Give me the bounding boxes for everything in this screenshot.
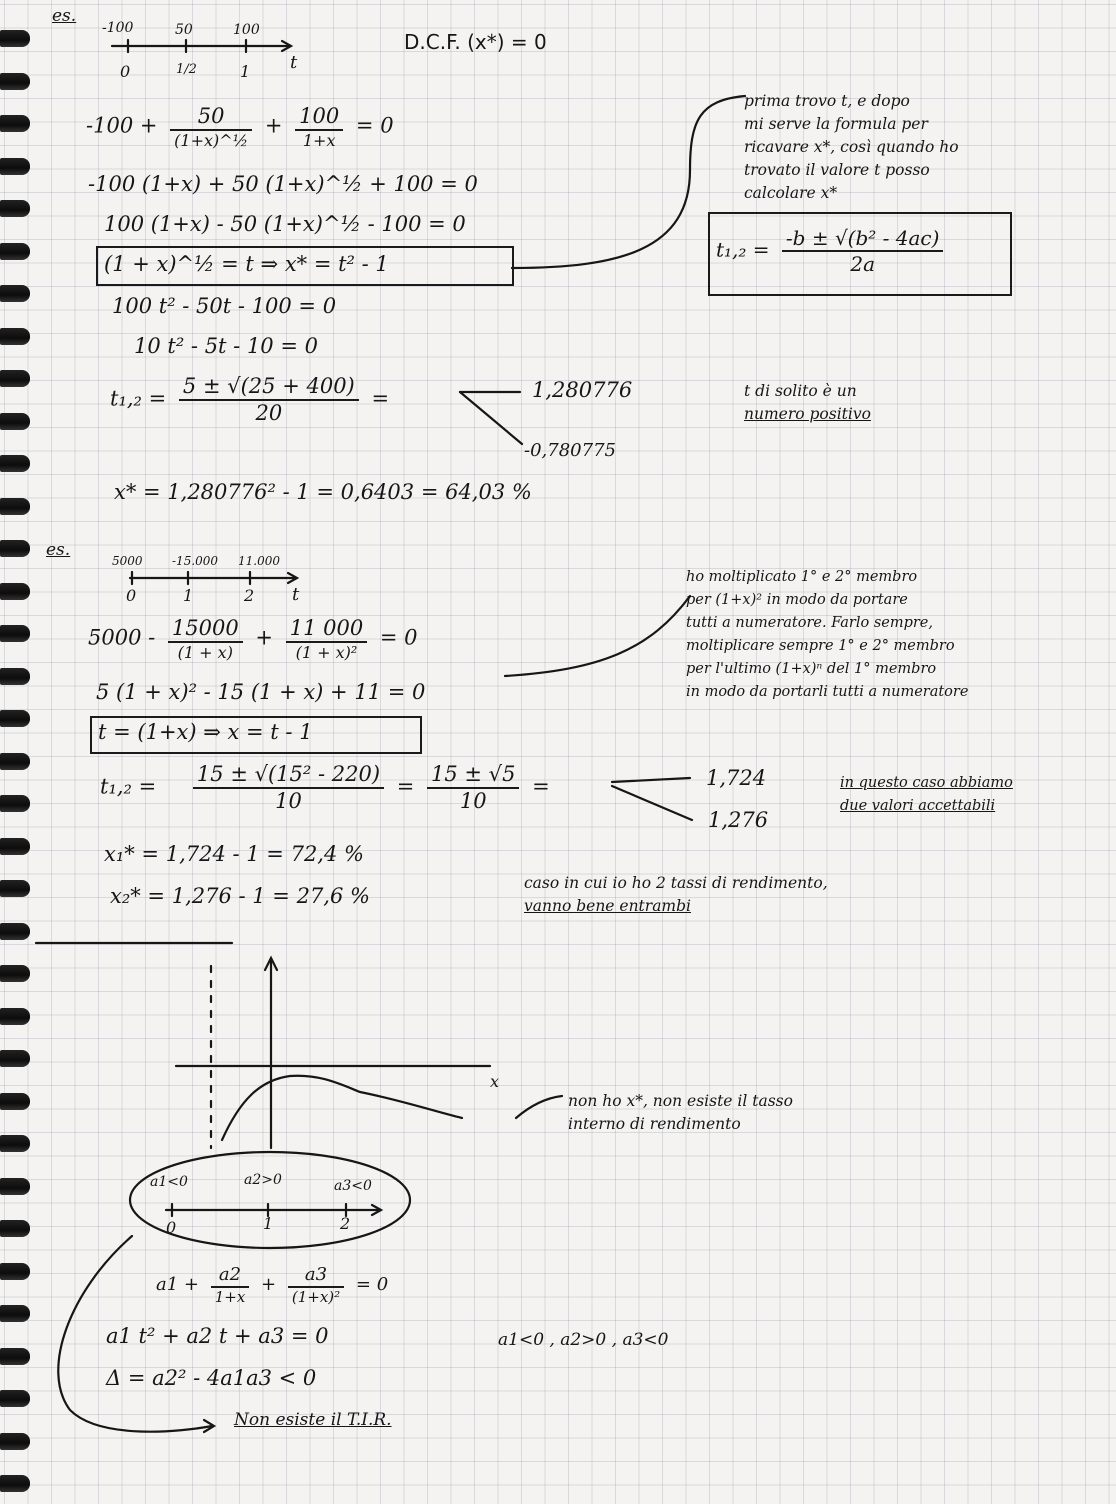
ex1-time-1: 1/2	[176, 62, 197, 77]
ex3-sign-1: a2>0	[244, 1172, 282, 1188]
ex1-result: x* = 1,280776² - 1 = 0,6403 = 64,03 %	[114, 480, 532, 504]
ex1-label: es.	[52, 6, 77, 26]
ex1-note: prima trovo t, e dopo mi serve la formula per ricavare x*, così quando ho trovato il valore t posso calcolare x*	[744, 92, 959, 202]
ex3-equation-1: a1 + $\frac{a2}{1+x}$ + $\frac{a3}{\text{(1+x)²}}$ = 0	[156, 1264, 389, 1306]
ex1-time-2: 1	[240, 62, 251, 81]
ex2-root-2: 1,276	[708, 808, 769, 832]
ex3-equation-2: a1 t² + a2 t + a3 = 0	[106, 1324, 329, 1348]
ex1-time-axis: t	[290, 52, 298, 73]
ex3-graph-note: non ho x*, non esiste il tasso interno di rendimento	[568, 1092, 793, 1133]
ex1-equation-3: 100 (1+x) - 50 (1+x)^½ - 100 = 0	[104, 212, 466, 236]
ex2-roots: t₁,₂ = $\frac{\text{15 ± √(15² - 220)}}{10}$ = $\frac{15 \pm √5}{10}$ =	[100, 762, 550, 814]
ex1-equation-2: -100 (1+x) + 50 (1+x)^½ + 100 = 0	[88, 172, 478, 196]
ex1-cashflow-2: 100	[233, 22, 260, 38]
ex3-time-2: 2	[340, 1214, 351, 1233]
ex2-result-1: x₁* = 1,724 - 1 = 72,4 %	[104, 842, 364, 866]
graph-curve	[222, 1076, 462, 1140]
ex3-time-1: 1	[263, 1214, 274, 1233]
graph-x-axis-label: x	[490, 1072, 500, 1091]
ex2-equation-2: 5 (1 + x)² - 15 (1 + x) + 11 = 0	[96, 680, 426, 704]
ex1-cashflow-0: -100	[102, 20, 134, 36]
ex3-sign-2: a3<0	[334, 1178, 372, 1194]
ex1-root-2: -0,780775	[524, 440, 616, 461]
ex2-root-1: 1,724	[706, 766, 767, 790]
dcf-equation: D.C.F. (x*) = 0	[404, 30, 547, 54]
ex2-note: ho moltiplicato 1° e 2° membro per (1+x)² in modo da portare tutti a numeratore. Farlo sempre, moltiplicare sempre 1° e 2° membro per l'ultimo (1+x)ⁿ del 1° membro in modo da portarli tutti a numeratore	[686, 569, 969, 700]
ex2-label: es.	[46, 540, 71, 560]
ex2-cashflow-0: 5000	[112, 554, 143, 568]
ex3-time-0: 0	[166, 1218, 177, 1237]
ex2-cashflow-1: -15.000	[172, 554, 219, 568]
ex1-substitution: (1 + x)^½ = t ⇒ x* = t² - 1	[104, 252, 389, 276]
ex2-bottom-note: caso in cui io ho 2 tassi di rendimento, vanno bene entrambi	[524, 874, 828, 915]
ex2-time-1: 1	[183, 586, 194, 605]
ex1-cashflow-1: 50	[175, 22, 193, 38]
ex3-conditions: a1<0 , a2>0 , a3<0	[498, 1330, 669, 1350]
quadratic-formula: t₁,₂ = $\frac{\text{-b ± √(b² - 4ac)}}{2a}$	[716, 226, 949, 276]
connector-ex2	[505, 596, 690, 676]
ex1-root-1: 1,280776	[532, 378, 633, 402]
root-branch-ex2	[612, 778, 690, 782]
ex3-conclusion: Non esiste il T.I.R.	[234, 1410, 392, 1430]
ex1-equation-1: -100 + $\frac{50}{\text{(1+x)\textasciicircum{}½}}$ + $\frac{100}{1+x}$ = 0	[86, 104, 394, 151]
ex2-equation-1: 5000 - $\frac{15000}{(1 + x)}$ + $\frac{11 000}{\text{(1 + x)²}}$ = 0	[88, 616, 418, 663]
ex1-equation-5: 10 t² - 5t - 10 = 0	[134, 334, 318, 358]
ex1-roots: t₁,₂ = $\frac{5 \pm √(25 + 400)}{20}$ =	[110, 374, 390, 426]
ex1-equation-4: 100 t² - 50t - 100 = 0	[112, 294, 337, 318]
ex3-sign-0: a1<0	[150, 1174, 188, 1190]
ex2-substitution: t = (1+x) ⇒ x = t - 1	[98, 720, 313, 744]
ex1-side-note: t di solito è un numero positivo	[744, 382, 871, 423]
ex2-side-note: in questo caso abbiamo due valori accettabili	[840, 775, 1013, 814]
ex2-result-2: x₂* = 1,276 - 1 = 27,6 %	[110, 884, 370, 908]
ex2-time-axis: t	[292, 584, 300, 605]
ex2-time-2: 2	[244, 586, 255, 605]
ex2-cashflow-2: 11.000	[238, 554, 280, 568]
ex2-time-0: 0	[126, 586, 137, 605]
ex3-delta: Δ = a2² - 4a1a3 < 0	[106, 1366, 317, 1390]
ex1-time-0: 0	[120, 62, 131, 81]
